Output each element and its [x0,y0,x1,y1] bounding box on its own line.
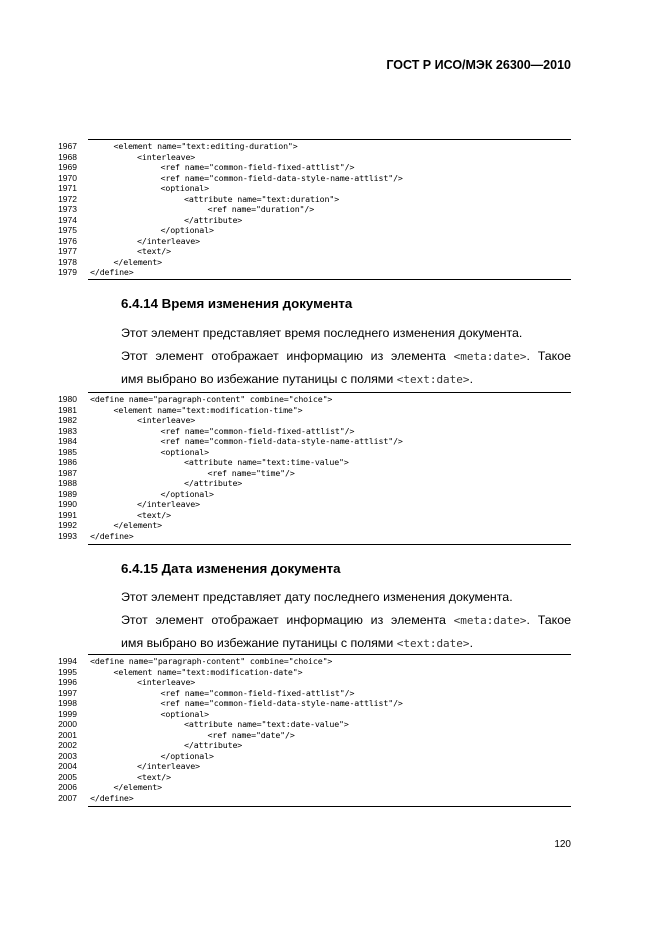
line-number: 1987 [58,467,77,478]
code-text: <element name="text:modification-date"> [113,666,303,677]
code-text: </optional> [160,750,214,761]
line-number: 1989 [58,488,77,499]
line-number: 2007 [58,792,77,803]
section-heading-6-4-14: 6.4.14 Время изменения документа [121,296,353,311]
line-number: 1999 [58,708,77,719]
code-text: </define> [90,267,134,277]
code-line [50,751,571,762]
code-line [50,457,571,468]
code-text: <ref name="common-field-data-style-name-attlist"/> [160,436,403,446]
line-number: 1994 [58,656,77,666]
code-block-bottom-rule [88,279,571,280]
code-line [50,499,571,510]
line-number: 2005 [58,771,77,782]
code-text: <ref name="common-field-data-style-name-attlist"/> [160,698,403,708]
code-line [50,194,571,205]
code-line [50,141,571,152]
code-text: <optional> [160,446,209,457]
paragraph [121,349,571,364]
line-number: 1998 [58,698,77,708]
paragraph [121,372,473,387]
code-line [50,415,571,426]
code-listing-3 [50,656,571,803]
line-number: 1985 [58,446,77,457]
code-text: <attribute name="text:duration"> [184,193,340,204]
code-text: </optional> [160,488,214,499]
paragraph-text: . [469,636,474,650]
code-line [50,426,571,437]
code-text: </interleave> [137,499,200,509]
code-text: <attribute name="text:time-value"> [184,457,349,467]
code-line [50,204,571,215]
line-number: 2000 [58,719,77,729]
code-text: <text/> [137,246,171,256]
code-line [50,677,571,688]
paragraph-text: . [469,372,474,386]
code-text: <ref name="common-field-fixed-attlist"/> [160,687,355,698]
code-text: <ref name="common-field-fixed-attlist"/> [160,425,355,436]
inline-code: <text:date> [396,637,470,650]
code-line [50,236,571,247]
code-text: </interleave> [137,761,200,771]
line-number: 1995 [58,666,77,677]
code-text: <optional> [160,708,209,719]
paragraph: Этот элемент представляет дату последнего изменения документа. [121,590,513,604]
line-number: 1978 [58,256,77,267]
line-number: 2001 [58,729,77,740]
inline-code: <meta:date> [453,614,527,627]
code-text: <interleave> [137,151,196,162]
code-line [50,656,571,667]
line-number: 1974 [58,214,77,225]
code-line [50,468,571,479]
line-number: 1972 [58,193,77,204]
code-line [50,740,571,751]
line-number: 2006 [58,782,77,792]
page-header-title: ГОСТ Р ИСО/МЭК 26300—2010 [386,58,571,72]
code-line [50,173,571,184]
code-text: <ref name="time"/> [207,467,295,478]
code-line [50,510,571,521]
code-text: <element name="text:modification-time"> [113,404,303,415]
code-line [50,162,571,173]
line-number: 1970 [58,172,77,183]
code-line [50,267,571,278]
section-heading-6-4-15: 6.4.15 Дата изменения документа [121,561,341,576]
code-line [50,709,571,720]
code-text: <define name="paragraph-content" combine="choice"> [90,656,333,666]
code-text: <optional> [160,183,209,193]
code-block-top-rule [88,392,571,393]
code-text: <ref name="common-field-data-style-name-attlist"/> [160,172,403,183]
line-number: 1982 [58,415,77,425]
code-line [50,478,571,489]
paragraph-text: Этот элемент отображает информацию из элемента [121,349,454,363]
line-number: 1968 [58,151,77,162]
code-line [50,436,571,447]
code-block-top-rule [88,139,571,140]
code-line [50,520,571,531]
code-line [50,761,571,772]
line-number: 1973 [58,204,77,214]
paragraph-text: Этот элемент отображает информацию из элемента [121,613,454,627]
code-line [50,719,571,730]
code-listing-2 [50,394,571,541]
code-line [50,688,571,699]
line-number: 2003 [58,750,77,761]
line-number: 1992 [58,520,77,530]
code-line [50,215,571,226]
line-number: 1988 [58,478,77,488]
paragraph-text: . Такое [526,613,571,627]
inline-code: <meta:date> [453,350,527,363]
code-line [50,405,571,416]
line-number: 1983 [58,425,77,436]
line-number: 1979 [58,267,77,277]
code-text: <interleave> [137,415,196,425]
line-number: 1971 [58,183,77,193]
code-block-bottom-rule [88,544,571,545]
code-text: </optional> [160,225,214,235]
code-text: <ref name="date"/> [207,729,295,740]
line-number: 1980 [58,394,77,404]
paragraph [121,613,571,628]
code-line [50,772,571,783]
code-line [50,489,571,500]
code-line [50,667,571,678]
code-text: </element> [113,782,162,792]
code-text: </element> [113,256,162,267]
code-line [50,782,571,793]
code-line [50,793,571,804]
code-line [50,394,571,405]
line-number: 1975 [58,225,77,235]
paragraph-text: имя выбрано во избежание путаницы с полями [121,372,397,386]
line-number: 1991 [58,509,77,520]
page-number: 120 [554,839,571,850]
line-number: 1981 [58,404,77,415]
paragraph-text: имя выбрано во избежание путаницы с полями [121,636,397,650]
code-line [50,183,571,194]
code-line [50,531,571,542]
line-number: 1969 [58,162,77,172]
code-text: <attribute name="text:date-value"> [184,719,349,729]
line-number: 1997 [58,687,77,698]
code-text: </attribute> [184,740,243,750]
code-text: <text/> [137,771,171,782]
code-text: <element name="text:editing-duration"> [113,141,298,151]
code-text: </attribute> [184,214,243,225]
paragraph [121,636,473,651]
code-line [50,447,571,458]
inline-code: <text:date> [396,373,470,386]
code-block-top-rule [88,654,571,655]
paragraph-text: . Такое [526,349,571,363]
code-text: <ref name="duration"/> [207,204,315,214]
code-block-bottom-rule [88,806,571,807]
line-number: 2002 [58,740,77,750]
code-line [50,246,571,257]
line-number: 1977 [58,246,77,256]
code-text: </define> [90,530,134,541]
line-number: 1986 [58,457,77,467]
code-text: </element> [113,520,162,530]
line-number: 1984 [58,436,77,446]
code-text: </attribute> [184,478,243,488]
code-text: </interleave> [137,235,200,246]
paragraph: Этот элемент представляет время последнего изменения документа. [121,326,523,340]
line-number: 1976 [58,235,77,246]
code-text: <define name="paragraph-content" combine="choice"> [90,394,333,404]
code-line [50,152,571,163]
code-line [50,698,571,709]
code-line [50,730,571,741]
code-line [50,257,571,268]
line-number: 1990 [58,499,77,509]
line-number: 1996 [58,677,77,687]
code-text: <ref name="common-field-fixed-attlist"/> [160,162,355,172]
code-text: <interleave> [137,677,196,687]
code-line [50,225,571,236]
code-listing-1 [50,141,571,278]
code-text: </define> [90,792,134,803]
line-number: 1967 [58,141,77,151]
line-number: 1993 [58,530,77,541]
line-number: 2004 [58,761,77,771]
code-text: <text/> [137,509,171,520]
